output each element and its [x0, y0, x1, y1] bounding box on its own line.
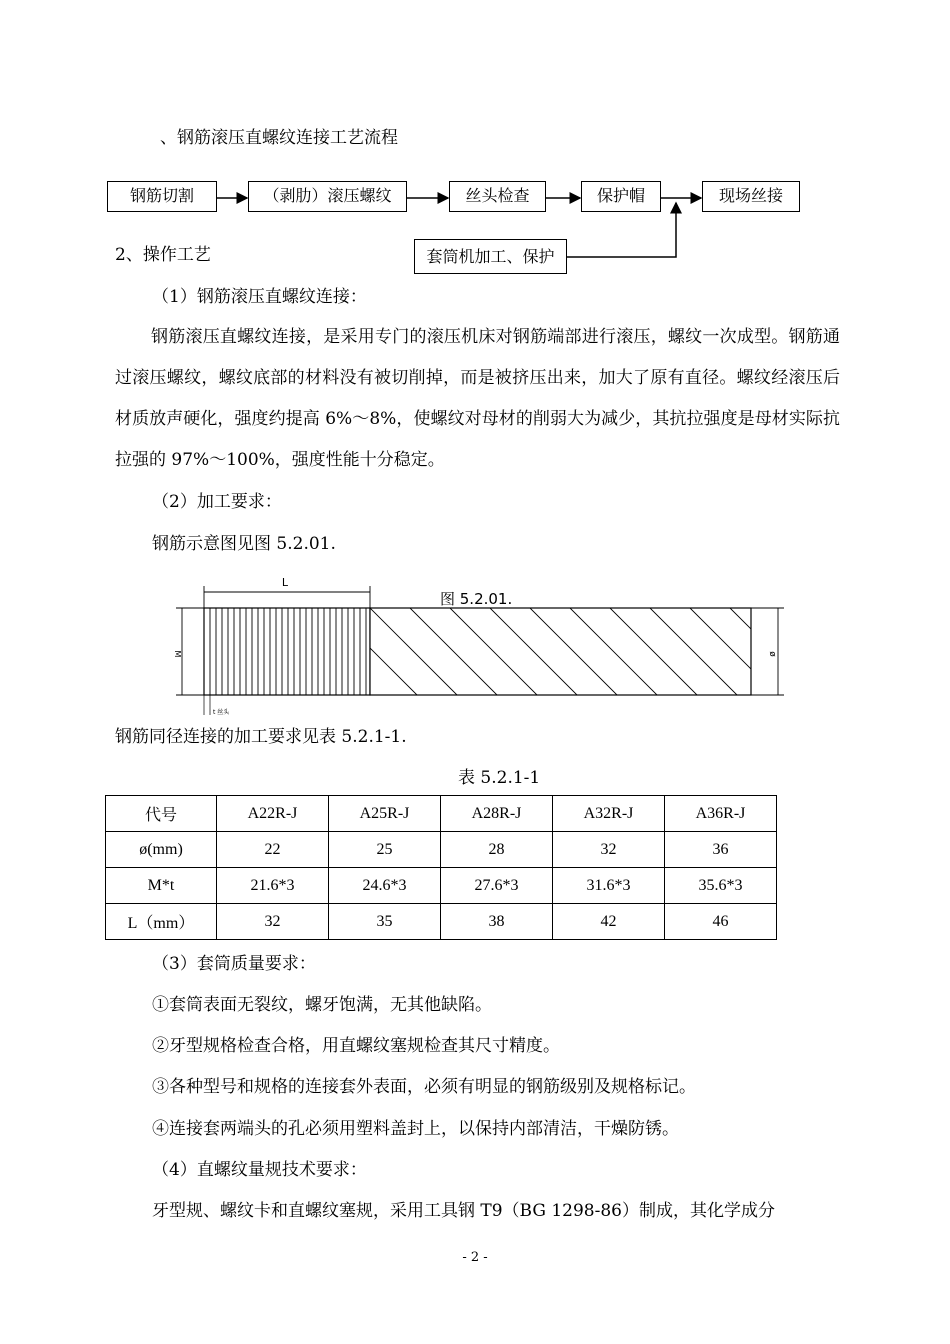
list-item: ③各种型号和规格的连接套外表面，必须有明显的钢筋级别及规格标记。: [152, 1077, 696, 1097]
table-cell: 46: [665, 904, 777, 940]
table-row: [106, 796, 777, 832]
label-t: t 丝头: [213, 709, 230, 716]
list-item: ④连接套两端头的孔必须用塑料盖封上，以保持内部清洁，干燥防锈。: [152, 1119, 679, 1139]
subsection-title: （2）加工要求：: [152, 492, 282, 512]
table-cell: A36R-J: [665, 796, 777, 832]
subsection-title: （3）套筒质量要求：: [152, 954, 316, 974]
table-cell: 27.6*3: [441, 868, 553, 904]
figure-reference: 钢筋示意图见图 5.2.01.: [152, 534, 336, 554]
flow-step-site-joint: 现场丝接: [702, 181, 800, 212]
table-cell: 35: [329, 904, 441, 940]
paragraph-text: 牙型规、螺纹卡和直螺纹塞规，采用工具钢 T9（BG 1298-86）制成，其化学成分: [152, 1201, 775, 1221]
table-cell: 42: [553, 904, 665, 940]
table-row: [106, 868, 777, 904]
table-cell: A25R-J: [329, 796, 441, 832]
table-row: [106, 832, 777, 868]
table-cell: 36: [665, 832, 777, 868]
list-item: ②牙型规格检查合格，用直螺纹塞规检查其尺寸精度。: [152, 1036, 560, 1056]
table-cell: A22R-J: [217, 796, 329, 832]
table-cell: 代号: [106, 796, 217, 832]
table-cell: 22: [217, 832, 329, 868]
table-cell: 24.6*3: [329, 868, 441, 904]
label-phi: ø: [767, 651, 777, 657]
table-cell: 31.6*3: [553, 868, 665, 904]
threaded-end: [204, 608, 370, 695]
table-cell: A28R-J: [441, 796, 553, 832]
list-item: ①套筒表面无裂纹，螺牙饱满，无其他缺陷。: [152, 995, 492, 1015]
flow-step-cap: 保护帽: [581, 181, 661, 212]
flow-step-sleeve: 套筒机加工、保护: [414, 239, 567, 274]
table-cell: 28: [441, 832, 553, 868]
table-cell: 25: [329, 832, 441, 868]
paragraph-text: 钢筋滚压直螺纹连接，是采用专门的滚压机床对钢筋端部进行滚压，螺纹一次成型。钢筋通过滚压螺纹，螺纹底部的材料没有被切削掉，而是被挤压出来，加大了原有直径。螺纹经滚压后材质放声硬化，强度约提高 6%～8%，使螺纹对母材的削弱大为减少，其抗拉强度是母材实际抗拉强的 97%～100%，强度性能十分稳定。: [115, 327, 840, 470]
table-row: [106, 904, 777, 940]
section-title: 2、操作工艺: [115, 245, 211, 265]
table-cell: 32: [217, 904, 329, 940]
table-caption: 表 5.2.1-1: [458, 768, 541, 788]
flow-step-cutting: 钢筋切割: [107, 181, 217, 212]
flow-heading: 、钢筋滚压直螺纹连接工艺流程: [160, 128, 398, 148]
table-cell: M*t: [106, 868, 217, 904]
table-cell: 35.6*3: [665, 868, 777, 904]
body-paragraph: [115, 317, 840, 481]
flow-step-rolling: （剥肋）滚压螺纹: [248, 181, 407, 212]
spec-table: [105, 795, 777, 940]
label-L: L: [281, 576, 289, 589]
flow-step-inspection: 丝头检查: [449, 181, 546, 212]
table-intro: 钢筋同径连接的加工要求见表 5.2.1-1.: [115, 727, 407, 747]
figure-caption: 图 5.2.01.: [440, 590, 513, 608]
label-M: M: [173, 650, 182, 658]
page-number: - 2 -: [462, 1250, 488, 1265]
table-cell: ø(mm): [106, 832, 217, 868]
table-cell: 21.6*3: [217, 868, 329, 904]
table-cell: L（mm）: [106, 904, 217, 940]
subsection-title: （1）钢筋滚压直螺纹连接：: [152, 287, 367, 307]
table-cell: 38: [441, 904, 553, 940]
table-cell: A32R-J: [553, 796, 665, 832]
rebar-diagram: [170, 570, 790, 720]
table-cell: 32: [553, 832, 665, 868]
subsection-title: （4）直螺纹量规技术要求：: [152, 1160, 367, 1180]
